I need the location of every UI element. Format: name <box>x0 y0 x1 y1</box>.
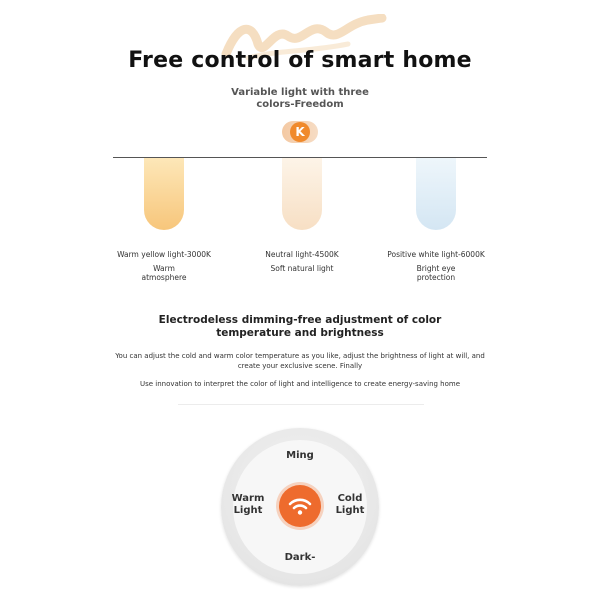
page-title: Free control of smart home <box>128 48 472 73</box>
paragraph-line: create your exclusive scene. Finally <box>237 362 363 370</box>
white-light-tube <box>416 158 456 230</box>
neutral-light-label: Neutral light-4500K <box>265 250 339 259</box>
warm-light-tube <box>144 158 184 230</box>
white-light-label: Positive white light-6000K <box>387 250 485 259</box>
desc-line: protection <box>416 273 456 282</box>
subtitle-line: Variable light with three <box>231 87 369 98</box>
neutral-light-tube <box>282 158 322 230</box>
light-control-dial[interactable] <box>221 428 379 586</box>
dial-right-label <box>327 493 373 517</box>
desc-line: atmosphere <box>141 273 187 282</box>
paragraph-line: You can adjust the cold and warm color temperature as you like, adjust the brightness of light at will, and <box>115 352 485 360</box>
color-temperature-toggle[interactable] <box>282 121 318 143</box>
heading-line: temperature and brightness <box>216 327 384 339</box>
warm-light-desc <box>104 264 224 282</box>
subtitle <box>0 87 600 111</box>
section-heading <box>0 314 600 340</box>
white-light-desc <box>376 264 496 282</box>
dial-label-line: Light <box>335 505 365 516</box>
dial-label-line: Warm <box>231 493 265 504</box>
divider <box>178 404 424 405</box>
desc-line: Warm <box>153 264 175 273</box>
k-knob: K <box>290 122 310 142</box>
dial-center-button[interactable] <box>279 485 321 527</box>
section-paragraph <box>0 351 600 371</box>
heading-line: Electrodeless dimming-free adjustment of color <box>158 314 442 326</box>
desc-line: Soft natural light <box>270 264 334 273</box>
dial-bottom-label: Dark- <box>284 552 316 563</box>
subtitle-line: colors-Freedom <box>256 99 344 110</box>
dial-top-label: Ming <box>286 450 314 461</box>
section-tagline: Use innovation to interpret the color of light and intelligence to create energy-saving home <box>139 380 461 388</box>
desc-line: Bright eye <box>416 264 456 273</box>
neutral-light-desc <box>242 264 362 273</box>
wifi-icon <box>288 496 312 516</box>
warm-light-label: Warm yellow light-3000K <box>117 250 211 259</box>
dial-label-line: Cold <box>337 493 363 504</box>
dial-left-label <box>225 493 271 517</box>
dial-label-line: Light <box>233 505 263 516</box>
